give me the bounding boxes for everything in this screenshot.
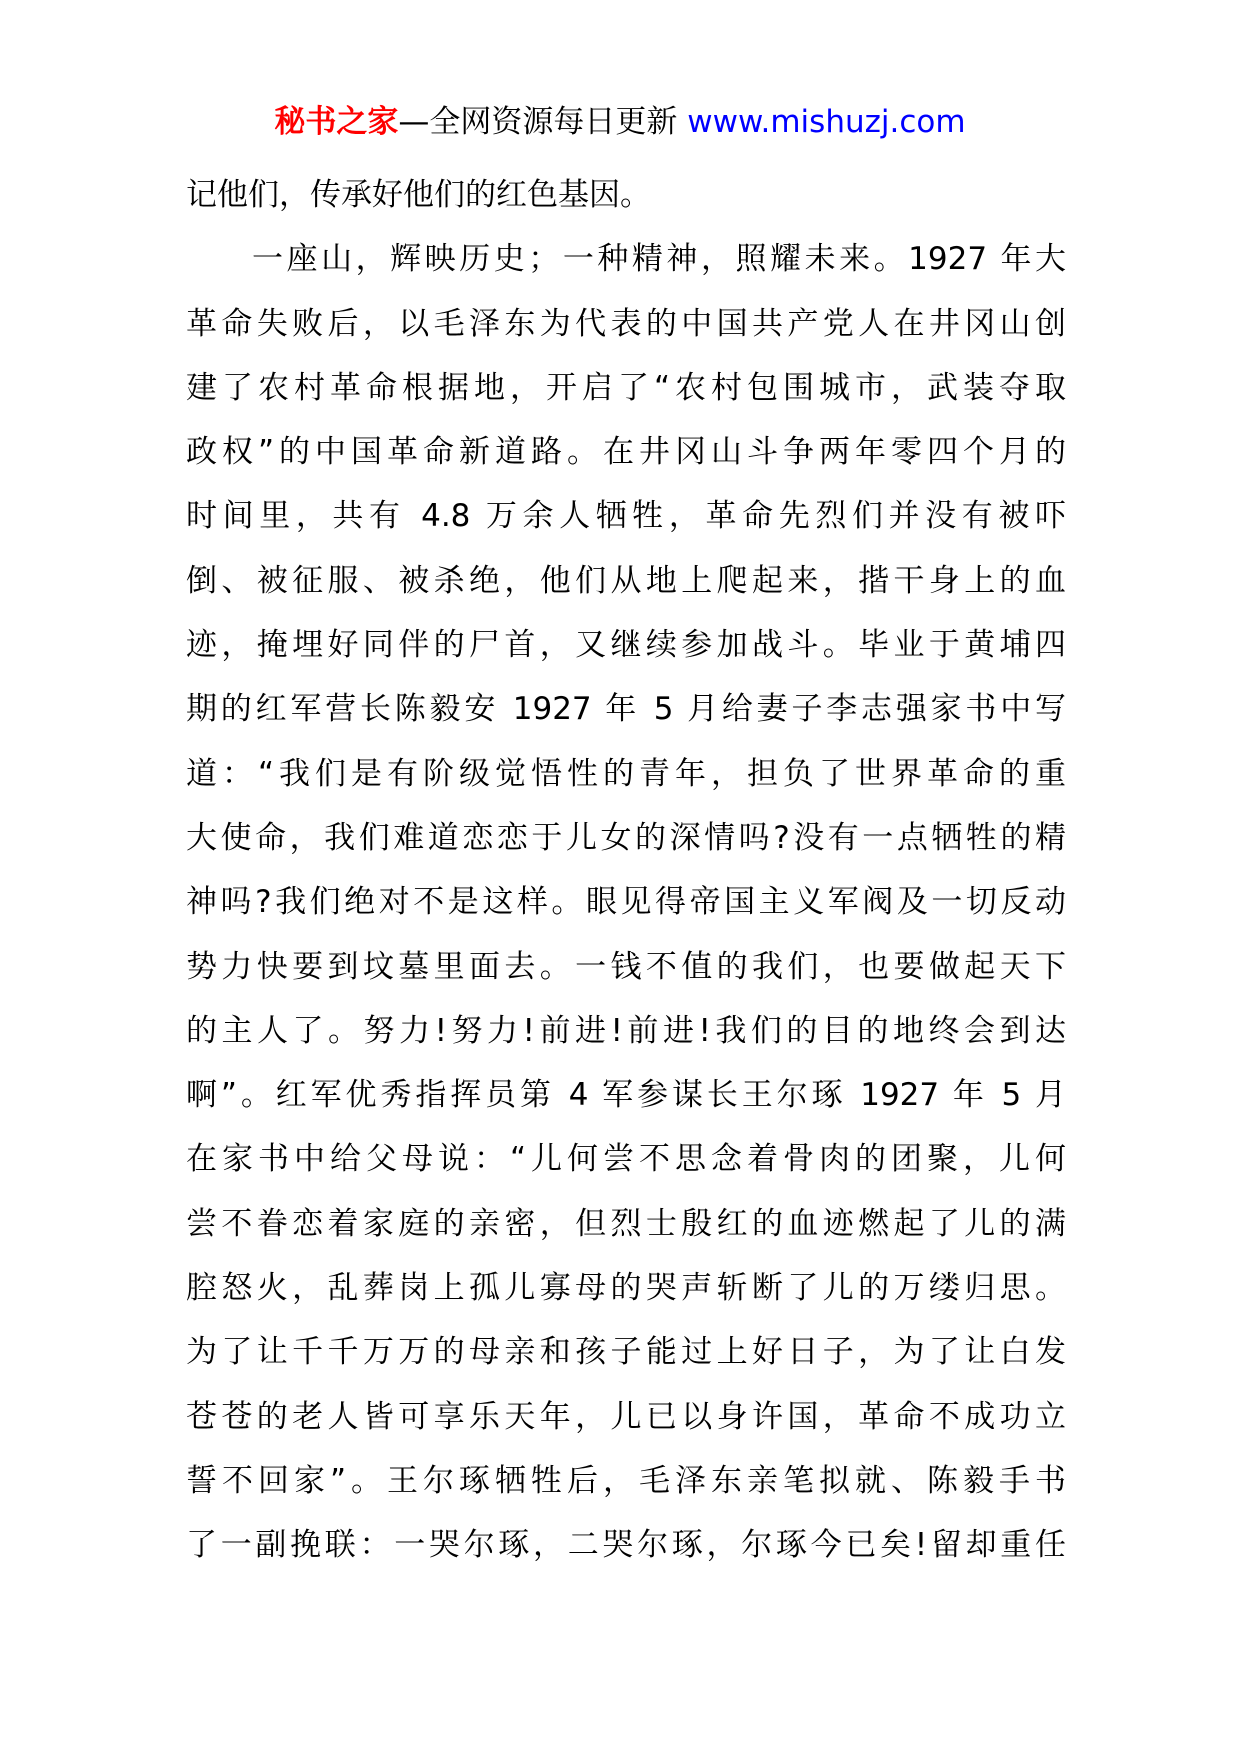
document-body — [186, 163, 1066, 1578]
text-line: 了一副挽联：一哭尔琢，二哭尔琢，尔琢今已矣!留却重任 — [186, 1527, 1066, 1564]
text-line: 建了农村革命根据地，开启了“农村包围城市，武装夺取 — [186, 369, 1066, 406]
text-line: 腔怒火，乱葬岗上孤儿寡母的哭声斩断了儿的万缕归思。 — [186, 1270, 1066, 1307]
text-line: 道：“我们是有阶级觉悟性的青年，担负了世界革命的重 — [186, 755, 1066, 792]
text-line: 为了让千千万万的母亲和孩子能过上好日子，为了让白发 — [186, 1334, 1066, 1371]
header-slogan: —全网资源每日更新 — [398, 104, 678, 140]
text-line: 尝不眷恋着家庭的亲密，但烈士殷红的血迹燃起了儿的满 — [186, 1205, 1066, 1242]
text-line: 啊”。红军优秀指挥员第 4 军参谋长王尔琢 1927 年 5 月 — [186, 1077, 1066, 1114]
text-line: 迹，掩埋好同伴的尸首，又继续参加战斗。毕业于黄埔四 — [186, 627, 1066, 664]
text-line: 神吗?我们绝对不是这样。眼见得帝国主义军阀及一切反动 — [186, 884, 1066, 921]
text-line: 革命失败后，以毛泽东为代表的中国共产党人在井冈山创 — [186, 305, 1066, 342]
text-line: 时间里，共有 4.8 万余人牺牲，革命先烈们并没有被吓 — [186, 498, 1066, 535]
text-line: 势力快要到坟墓里面去。一钱不值的我们，也要做起天下 — [186, 948, 1066, 985]
text-line: 的主人了。努力!努力!前进!前进!我们的目的地终会到达 — [186, 1012, 1066, 1049]
header-site-link[interactable]: www.mishuzj.com — [687, 104, 966, 140]
text-line: 在家书中给父母说：“儿何尝不思念着骨肉的团聚，儿何 — [186, 1141, 1066, 1178]
text-line: 誓不回家”。王尔琢牺牲后，毛泽东亲笔拟就、陈毅手书 — [186, 1462, 1066, 1499]
text-line: 大使命，我们难道恋恋于儿女的深情吗?没有一点牺牲的精 — [186, 819, 1066, 856]
text-line: 政权”的中国革命新道路。在井冈山斗争两年零四个月的 — [186, 434, 1066, 471]
header-brand: 秘书之家 — [274, 104, 399, 140]
text-line: 倒、被征服、被杀绝，他们从地上爬起来，揩干身上的血 — [186, 562, 1066, 599]
page-header — [0, 100, 1240, 144]
text-line: 一座山，辉映历史；一种精神，照耀未来。1927 年大 — [252, 241, 1066, 278]
text-line: 苍苍的老人皆可享乐天年，儿已以身许国，革命不成功立 — [186, 1398, 1066, 1435]
text-line: 期的红军营长陈毅安 1927 年 5 月给妻子李志强家书中写 — [186, 691, 1066, 728]
text-line: 记他们，传承好他们的红色基因。 — [186, 177, 651, 213]
